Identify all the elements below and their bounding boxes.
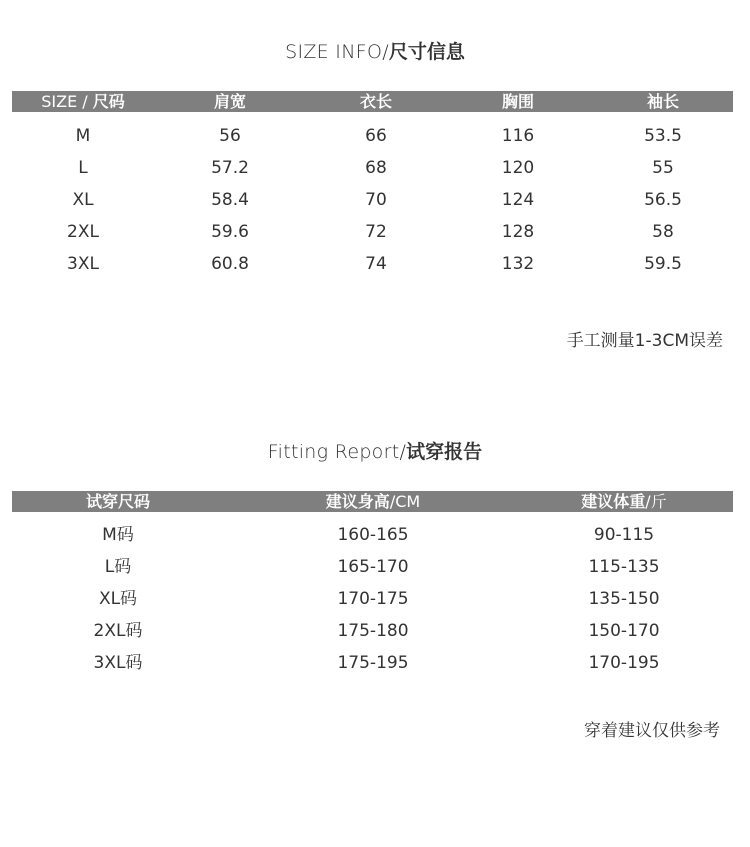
table-row [12, 583, 733, 615]
header-size [12, 91, 154, 112]
cell-length: 68 [365, 158, 387, 178]
header-shoulder-cn: 肩宽 [213, 92, 246, 111]
cell-height: 175-195 [337, 653, 409, 673]
cell-weight: 115-135 [588, 557, 660, 577]
table-row [12, 152, 733, 184]
header-weight-cn: 建议体重 [581, 492, 646, 511]
cell-fit-size: M码 [102, 525, 134, 545]
cell-height: 170-175 [337, 589, 409, 609]
header-height-unit: /CM [389, 492, 421, 511]
cell-sleeve: 56.5 [644, 190, 682, 210]
cell-length: 72 [365, 222, 387, 242]
cell-chest: 128 [501, 222, 535, 242]
cell-size: 2XL [67, 222, 99, 242]
cell-sleeve: 55 [652, 158, 674, 178]
cell-height: 160-165 [337, 525, 409, 545]
cell-shoulder: 56 [219, 126, 241, 146]
header-shoulder [160, 91, 300, 112]
cell-weight: 135-150 [588, 589, 660, 609]
header-sleeve [593, 91, 733, 112]
cell-shoulder: 60.8 [211, 254, 249, 274]
header-length [306, 91, 446, 112]
cell-weight: 170-195 [588, 653, 660, 673]
header-size-cn: 尺码 [92, 92, 125, 111]
header-height [265, 491, 481, 512]
size-info-title [0, 37, 750, 64]
table-row [12, 248, 733, 280]
cell-height: 175-180 [337, 621, 409, 641]
measurement-note: 手工测量1-3CM误差 [566, 331, 723, 351]
table-row [12, 519, 733, 551]
cell-chest: 132 [501, 254, 535, 274]
cell-weight: 90-115 [593, 525, 655, 545]
header-fit-size-cn: 试穿尺码 [85, 492, 150, 511]
table-row [12, 647, 733, 679]
cell-sleeve: 58 [652, 222, 674, 242]
cell-fit-size: 2XL码 [93, 621, 143, 641]
fitting-title-cn: 试穿报告 [406, 441, 483, 463]
cell-size: M [75, 126, 91, 146]
header-sleeve-cn: 袖长 [646, 92, 679, 111]
table-row [12, 120, 733, 152]
cell-size: 3XL [67, 254, 99, 274]
table-row [12, 551, 733, 583]
fitting-report-title [0, 437, 750, 464]
table-row [12, 184, 733, 216]
table-row [12, 615, 733, 647]
size-info-title-cn: 尺寸信息 [388, 41, 465, 63]
cell-length: 66 [365, 126, 387, 146]
cell-chest: 124 [501, 190, 535, 210]
header-fit-size [12, 491, 224, 512]
fitting-note: 穿着建议仅供参考 [584, 721, 720, 741]
header-height-cn: 建议身高 [325, 492, 390, 511]
cell-height: 165-170 [337, 557, 409, 577]
header-weight-unit: /斤 [645, 492, 667, 511]
cell-length: 70 [365, 190, 387, 210]
fitting-title-en: Fitting Report/ [267, 441, 407, 463]
header-length-cn: 衣长 [359, 92, 392, 111]
cell-fit-size: L码 [104, 557, 132, 577]
cell-shoulder: 59.6 [211, 222, 249, 242]
cell-fit-size: 3XL码 [93, 653, 143, 673]
cell-shoulder: 58.4 [211, 190, 249, 210]
header-chest [448, 91, 588, 112]
cell-size: L [78, 158, 88, 178]
cell-sleeve: 59.5 [644, 254, 682, 274]
size-info-title-en: SIZE INFO/ [285, 41, 389, 63]
table-row [12, 216, 733, 248]
cell-size: XL [72, 190, 94, 210]
size-table-header [12, 91, 733, 112]
cell-fit-size: XL码 [98, 589, 138, 609]
cell-chest: 116 [501, 126, 535, 146]
header-weight [522, 491, 726, 512]
header-size-en: SIZE / [41, 92, 93, 111]
header-chest-cn: 胸围 [501, 92, 534, 111]
cell-weight: 150-170 [588, 621, 660, 641]
cell-sleeve: 53.5 [644, 126, 682, 146]
fitting-table-header [12, 491, 733, 512]
cell-shoulder: 57.2 [211, 158, 249, 178]
cell-chest: 120 [501, 158, 535, 178]
cell-length: 74 [365, 254, 387, 274]
